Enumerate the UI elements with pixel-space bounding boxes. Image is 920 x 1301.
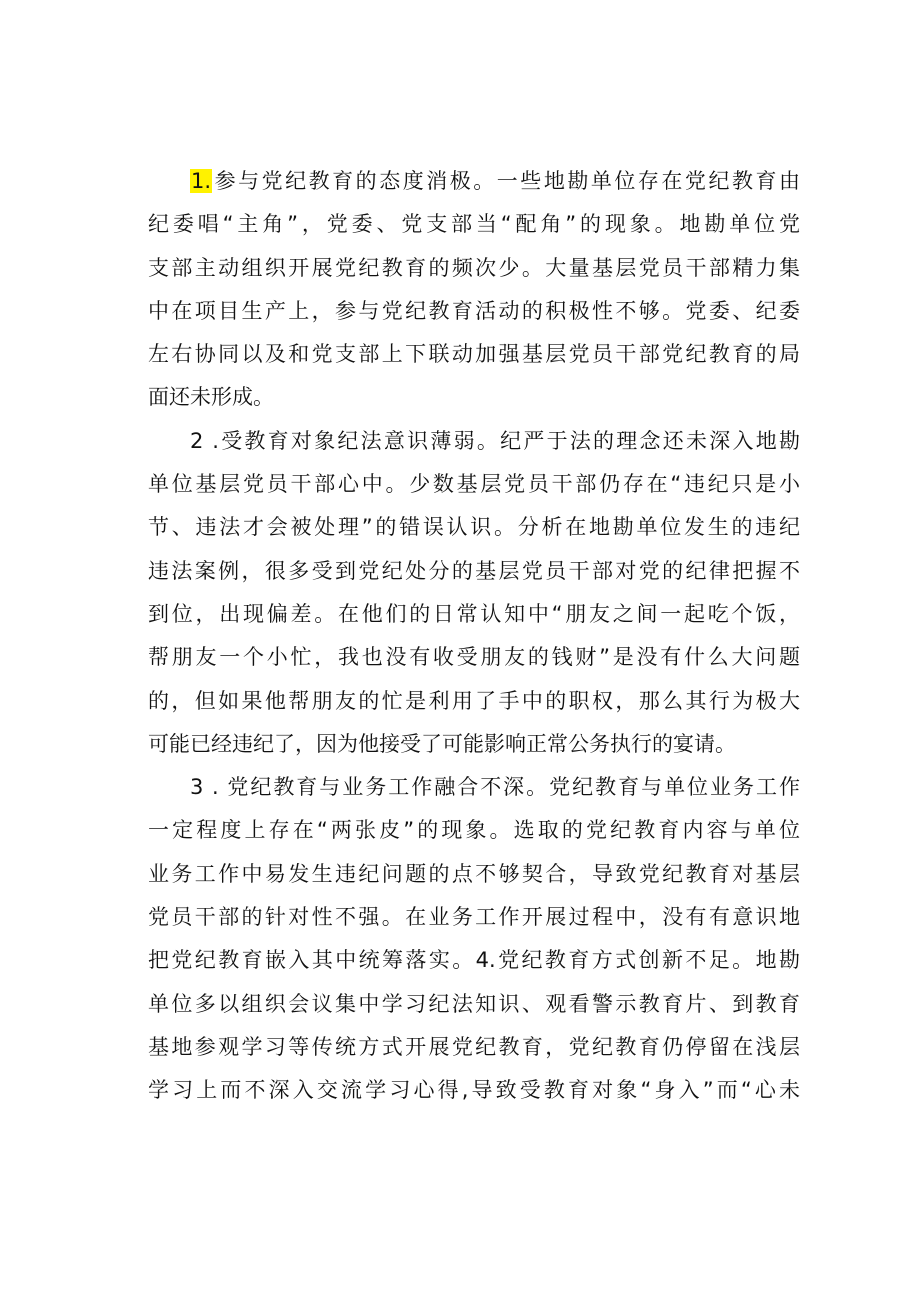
text-line: 帮朋友一个小忙，我也没有收受朋友的钱财”是没有什么大问题: [148, 645, 800, 670]
text-line: 中在项目生产上，参与党纪教育活动的积极性不够。党委、纪委: [148, 298, 800, 323]
text-line: 纪委唱“主角”，党委、党支部当“配角”的现象。地勘单位党: [148, 212, 800, 237]
text-line: 左右协同以及和党支部上下联动加强基层党员干部党纪教育的局: [148, 342, 800, 367]
paragraph-2: [148, 420, 800, 766]
highlight-marker: 1.: [191, 169, 212, 193]
text-line: 支部主动组织开展党纪教育的频次少。大量基层党员干部精力集: [148, 255, 800, 280]
text-line: 单位基层党员干部心中。少数基层党员干部仍存在“违纪只是小: [148, 472, 800, 497]
text-line: 到位，出现偏差。在他们的日常认知中“朋友之间一起吃个饭，: [148, 601, 800, 626]
text-line: 3 . 党纪教育与业务工作融合不深。党纪教育与单位业务工作: [190, 775, 800, 800]
text-line: 节、违法才会被处理”的错误认识。分析在地勘单位发生的违纪: [148, 515, 800, 540]
text-line: 把党纪教育嵌入其中统筹落实。4.党纪教育方式创新不足。地勘: [148, 948, 800, 973]
text-line: 一定程度上存在“两张皮”的现象。选取的党纪教育内容与单位: [148, 818, 800, 843]
paragraph-1: [148, 160, 800, 420]
text-line: 党员干部的针对性不强。在业务工作开展过程中，没有有意识地: [148, 905, 800, 930]
text-line: 1.参与党纪教育的态度消极。一些地勘单位存在党纪教育由: [191, 169, 800, 193]
text-line: 可能已经违纪了，因为他接受了可能影响正常公务执行的宴请。: [148, 731, 736, 756]
document-body: [148, 160, 800, 1113]
paragraph-3: [148, 766, 800, 1112]
text-line: 违法案例，很多受到党纪处分的基层党员干部对党的纪律把握不: [148, 558, 800, 583]
text-line: 的，但如果他帮朋友的忙是利用了手中的职权，那么其行为极大: [148, 688, 800, 713]
text-line: 单位多以组织会议集中学习纪法知识、观看警示教育片、到教育: [148, 991, 800, 1016]
text-line: 基地参观学习等传统方式开展党纪教育，党纪教育仍停留在浅层: [148, 1034, 800, 1059]
text-line: 2 .受教育对象纪法意识薄弱。纪严于法的理念还未深入地勘: [190, 428, 800, 453]
text-line: 业务工作中易发生违纪问题的点不够契合，导致党纪教育对基层: [148, 861, 800, 886]
text-line: 学习上而不深入交流学习心得,导致受教育对象“身入”而“心未: [148, 1078, 800, 1103]
text-line: 面还未形成。: [148, 385, 274, 410]
